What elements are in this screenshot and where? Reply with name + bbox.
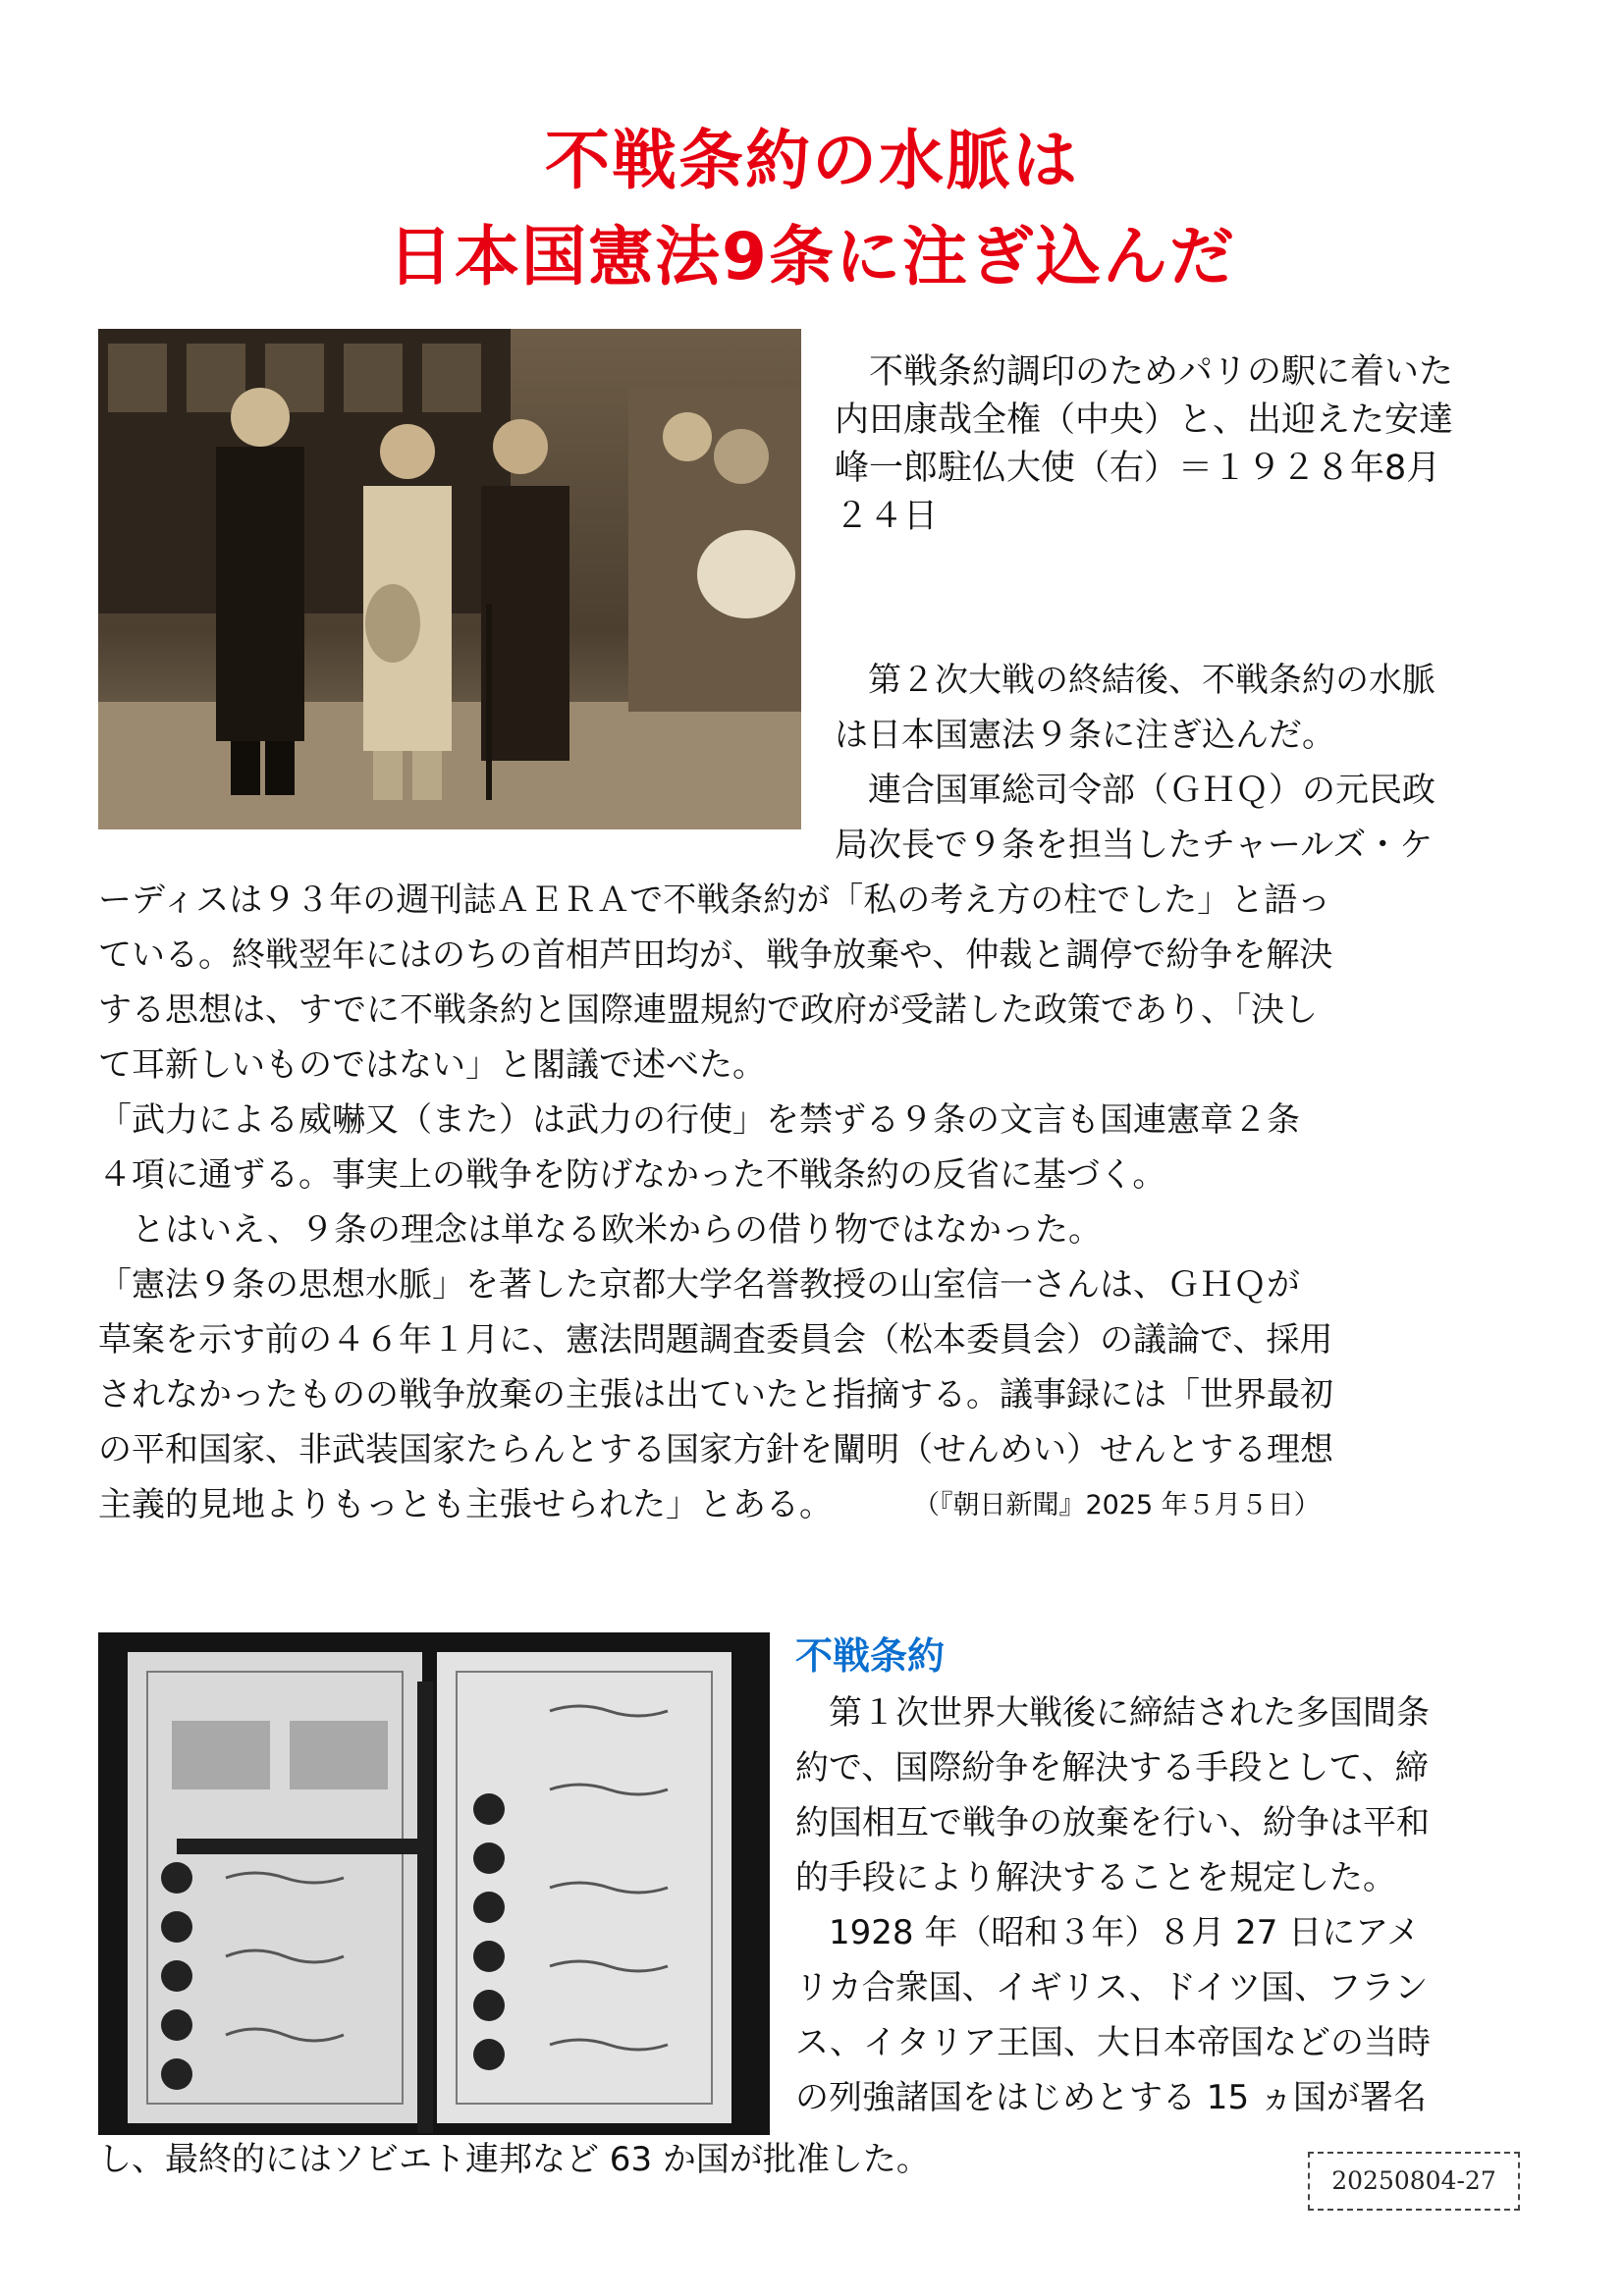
article-line: の平和国家、非武装国家たらんとする国家方針を闡明（せんめい）せんとする理想 [98, 1430, 1333, 1469]
caption-line: 峰一郎駐仏大使（右）＝１９２８年8月 [835, 449, 1441, 488]
article-line: されなかったものの戦争放棄の主張は出ていたと指摘する。議事録には「世界最初 [98, 1375, 1333, 1415]
document-id-stamp: 20250804-27 [1308, 2152, 1520, 2211]
title-line-2: 日本国憲法9条に注ぎ込んだ [388, 219, 1236, 294]
article-line: ーディスは９３年の週刊誌ＡＥＲＡで不戦条約が「私の考え方の柱でした」と語っ [98, 881, 1331, 920]
title-line-1: 不戦条約の水脈は [545, 123, 1079, 198]
article-line: 局次長で９条を担当したチャールズ・ケ [835, 826, 1434, 865]
section-line: 第１次世界大戦後に締結された多国間条 [795, 1693, 1430, 1733]
caption-line: 内田康哉全権（中央）と、出迎えた安達 [835, 400, 1454, 440]
article-line: 連合国軍総司令部（ＧＨＱ）の元民政 [835, 771, 1435, 810]
article-line: 「憲法９条の思想水脈」を著した京都大学名誉教授の山室信一さんは、ＧＨＱが [98, 1265, 1300, 1305]
caption-line: ２４日 [835, 497, 939, 536]
section-line: 約国相互で戦争の放棄を行い、紛争は平和 [795, 1803, 1430, 1842]
photo-treaty-document [98, 1632, 770, 2135]
section-line: 約で、国際紛争を解決する手段として、締 [795, 1748, 1429, 1788]
section-line: ス、イタリア王国、大日本帝国などの当時 [795, 2023, 1432, 2062]
caption-line: 不戦条約調印のためパリの駅に着いた [835, 352, 1454, 392]
article-line: 草案を示す前の４６年１月に、憲法問題調査委員会（松本委員会）の議論で、採用 [98, 1320, 1333, 1360]
article-line: する思想は、すでに不戦条約と国際連盟規約で政府が受諾した政策であり、「決し [98, 990, 1319, 1030]
section-line: 1928 年（昭和３年）８月 27 日にアメ [795, 1913, 1421, 1952]
article-line: ４項に通ずる。事実上の戦争を防げなかった不戦条約の反省に基づく。 [98, 1155, 1166, 1195]
photo-paris-station [98, 329, 801, 829]
section-line: 的手段により解決することを規定した。 [795, 1858, 1396, 1897]
article-line: とはいえ、９条の理念は単なる欧米からの借り物ではなかった。 [98, 1210, 1103, 1250]
article-line: て耳新しいものではない」と閣議で述べた。 [98, 1045, 766, 1085]
article-line: 「武力による威嚇又（また）は武力の行使」を禁ずる９条の文言も国連憲章２条 [98, 1100, 1300, 1140]
photo-caption [835, 348, 1453, 541]
article-line: は日本国憲法９条に注ぎ込んだ。 [835, 716, 1335, 755]
section-line: リカ合衆国、イギリス、ドイツ国、フラン [795, 1968, 1429, 2007]
article-line: 第２次大戦の終結後、不戦条約の水脈 [835, 661, 1435, 700]
section-line: し、最終的にはソビエト連邦など 63 か国が批准した。 [98, 2140, 930, 2179]
article-line: 主義的見地よりもっとも主張せられた」とある。 [98, 1485, 833, 1524]
article-source: （『朝日新聞』2025 年５月５日） [913, 1490, 1321, 1521]
article-line: ている。終戦翌年にはのちの首相芦田均が、戦争放棄や、仲裁と調停で紛争を解決 [98, 935, 1333, 975]
section-heading: 不戦条約 [795, 1634, 946, 1678]
section-line: の列強諸国をはじめとする 15 ヵ国が署名 [795, 2078, 1427, 2117]
